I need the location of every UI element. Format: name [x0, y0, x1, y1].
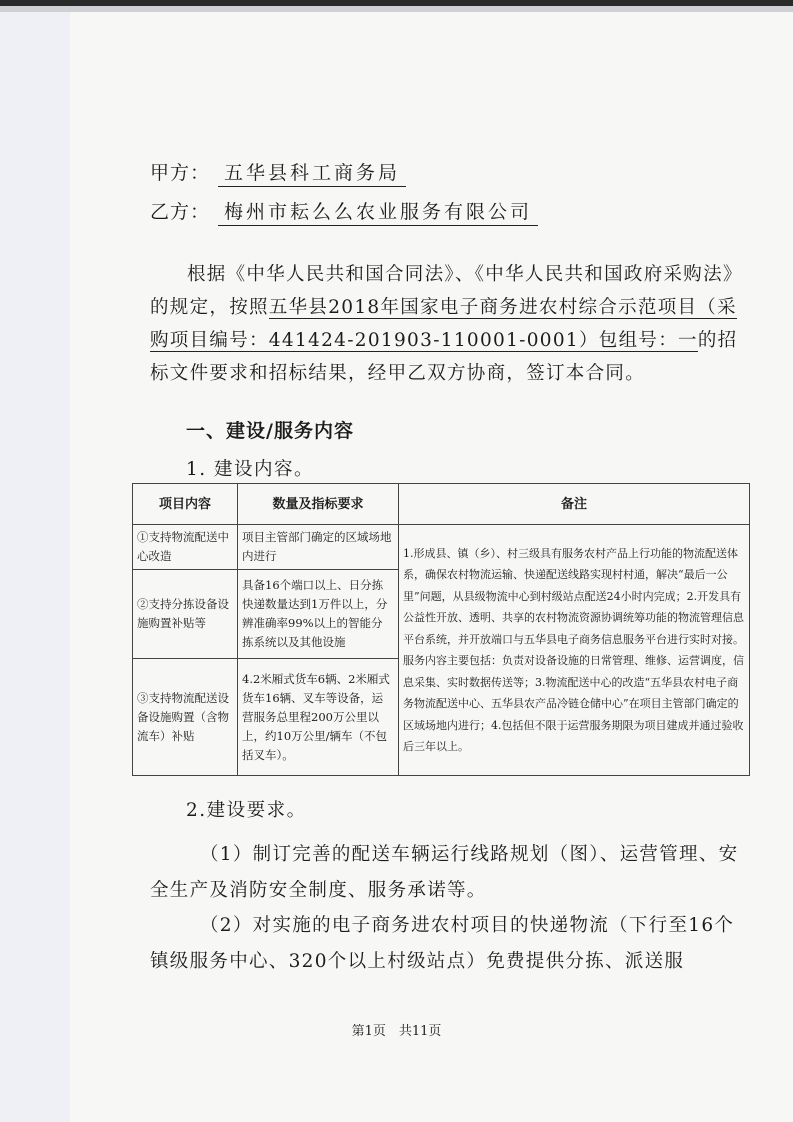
table-header: 备注 — [399, 484, 750, 525]
table-cell-remark: 1.形成县、镇（乡）、村三级具有服务农村产品上行功能的物流配送体系，确保农村物流运输、快递配送线路实现村村通，解决“最后一公里”问题，从县级物流中心到村级站点配送24小时内完成；2.开发具有公益性开放、透明、共享的农村物流资源协调统筹功能的物流管理信息平台系统，并开放端口与五华县电子商务信息服务平台进行实时对接。服务内容主要包括：负责对设备设施的日常管理、维修、运营调度，信息采集、实时数据传送等；3.物流配送中心的改造“五华县农村电子商务物流配送中心、五华县农产品冷链仓储中心”在项目主管部门确定的区域场地内进行；4.包括但不限于运营服务期限为项目建成并通过验收后三年以上。 — [399, 525, 750, 776]
party-a-value: 五华县科工商务局 — [218, 158, 406, 187]
table-cell-item: ①支持物流配送中心改造 — [133, 525, 238, 570]
intro-project: 五华县2018年国家电子商务进农村综合示范项目（采购项目编号：441424-201903-110001-0001）包组号： — [150, 297, 737, 351]
construction-table — [132, 483, 750, 776]
table-cell-req: 具备16个端口以上、日分拣快递数量达到1万件以上，分辨准确率99%以上的智能分拣系统以及其他设施 — [238, 570, 399, 659]
table-cell-req: 4.2米厢式货车6辆、2米厢式货车16辆、叉车等设备，运营服务总里程200万公里以上，约10万公里/辆车（不包括叉车）。 — [238, 659, 399, 776]
table-header: 数量及指标要求 — [238, 484, 399, 525]
intro-lot: 一 — [678, 330, 698, 351]
table-cell-req: 项目主管部门确定的区域场地内进行 — [238, 525, 399, 570]
party-b-value: 梅州市耘么么农业服务有限公司 — [218, 197, 538, 226]
requirement-1: （1）制订完善的配送车辆运行线路规划（图）、运营管理、安全生产及消防安全制度、服务承诺等。 — [150, 844, 739, 901]
party-a — [150, 158, 406, 187]
subsection-title-1: 1. 建设内容。 — [186, 459, 315, 480]
requirement-2: （2）对实施的电子商务进农村项目的快递物流（下行至16个镇级服务中心、320个以上村级站点）免费提供分拣、派送服 — [150, 915, 735, 972]
party-b — [150, 197, 538, 226]
table-header-row — [133, 484, 750, 525]
table-cell-item: ②支持分拣设备设施购置补贴等 — [133, 570, 238, 659]
page-footer: 第1页 共11页 — [351, 1024, 442, 1039]
section-heading: 一、建设/服务内容 — [186, 420, 354, 442]
table-cell-item: ③支持物流配送设备设施购置（含物流车）补贴 — [133, 659, 238, 776]
table-header: 项目内容 — [133, 484, 238, 525]
party-b-label: 乙方： — [150, 201, 211, 223]
subsection-title-2: 2.建设要求。 — [186, 800, 307, 821]
intro-part2: 的招标文件要求和招标结果，经甲乙双方协商，签订本合同。 — [150, 330, 738, 384]
table-row — [133, 525, 750, 570]
intro-paragraph — [150, 258, 750, 390]
intro-part1: 根据《中华人民共和国合同法》、《中华人民共和国政府采购法》的规定，按照 — [150, 264, 743, 318]
party-a-label: 甲方： — [150, 162, 211, 184]
